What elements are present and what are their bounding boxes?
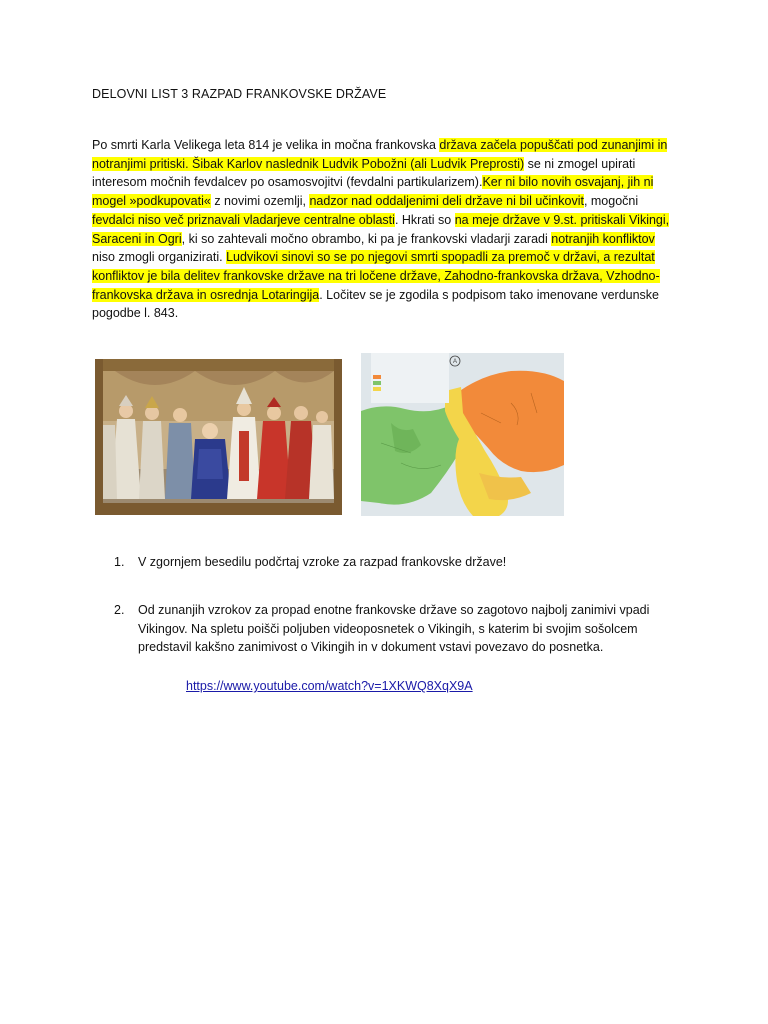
task-list [114, 553, 684, 686]
highlighted-segment: država začela popuščati pod zunanjimi in notranjimi pritiski. Šibak Karlov naslednik Ludvik Pobožni (ali Ludvik Preprosti) [92, 138, 668, 171]
task-text: V zgornjem besedilu podčrtaj vzroke za razpad frankovske države! [138, 555, 507, 569]
task-item [114, 553, 684, 571]
svg-text:A: A [452, 359, 458, 365]
paragraph-segment: Po smrti Karla Velikega leta 814 je velika in močna frankovska [92, 138, 440, 152]
highlighted-segment: na meje države v 9.st. pritiskali Vikingi, Saraceni in Ogri [92, 212, 670, 246]
coronation-illustration [95, 359, 342, 515]
paragraph-segment: niso zmogli organizirati. [92, 250, 227, 265]
partition-map [361, 353, 564, 516]
paragraph-segment: . Ločitev se je zgodila s podpisom tako imenovane verdunske pogodbe l. 843. [92, 287, 659, 321]
intro-paragraph [92, 136, 678, 323]
paragraph-segment: , mogočni [583, 194, 639, 209]
highlighted-segment: nadzor nad oddaljenimi deli države ni bil učinkovit [309, 194, 584, 209]
task-number: 2. [114, 603, 125, 618]
task-text: Od zunanjih vzrokov za propad enotne frankovske države so zagotovo najbolj zanimivi vpadi Vikingov. Na spletu poišči poljuben videoposnetek o Vikingih, s katerim bi svojim sošolcem predstavil kakšno zanimivost o Vikingih in v dokument vstavi povezavo do posnetka. [138, 603, 650, 654]
task-item [114, 601, 684, 656]
highlighted-segment: Ker ni bilo novih osvajanj, jih ni mogel »podkupovati« [92, 175, 654, 209]
task-number: 1. [114, 555, 125, 569]
paragraph-segment: , ki so zahtevali močno obrambo, ki pa je frankovski vladarji zaradi [181, 231, 552, 246]
youtube-link[interactable]: https://www.youtube.com/watch?v=1XKWQ8XqX9A [186, 679, 473, 693]
paragraph-segment: se ni zmogel upirati interesom močnih fevdalcev po osamosvojitvi (fevdalni partikularizem). [92, 156, 636, 190]
highlighted-segment: fevdalci niso več priznavali vladarjeve centralne oblasti [92, 212, 395, 227]
highlighted-segment: Ludvikovi sinovi so se po njegovi smrti spopadli za premoč v državi, a rezultat konfliktov je bila delitev frankovske države na tri ločene države, Zahodno-frankovska država, Vzhodno-frankovska država in osrednja Lotaringija [92, 250, 660, 302]
paragraph-segment: . Hkrati so [394, 212, 455, 227]
paragraph-segment: z novimi ozemlji, [210, 194, 310, 209]
page-title: DELOVNI LIST 3 RAZPAD FRANKOVSKE DRŽAVE [92, 87, 387, 101]
highlighted-segment: notranjih konfliktov [551, 231, 655, 246]
